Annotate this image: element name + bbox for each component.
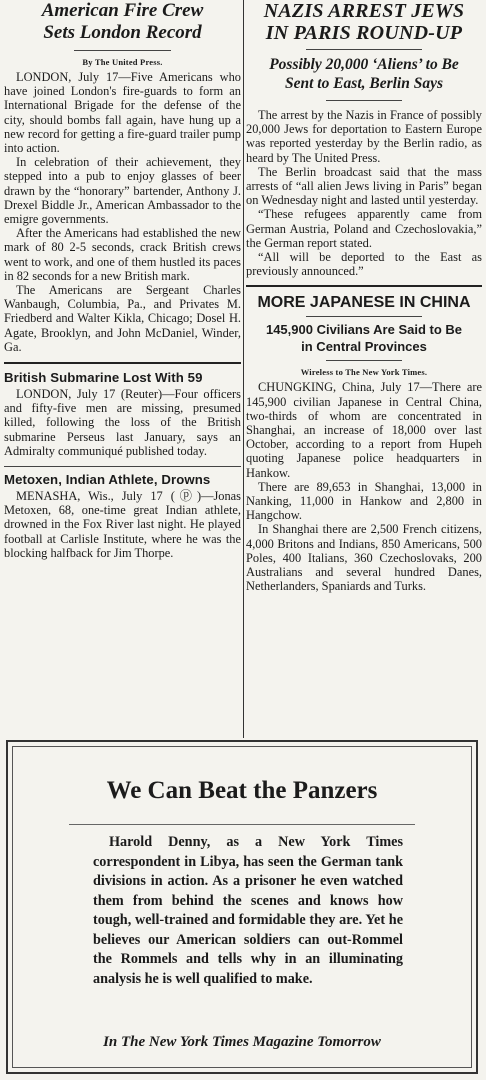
nazis-subhead-2: Sent to East, Berlin Says [284, 75, 444, 92]
fire-crew-paragraph: In celebration of their achievement, they stepped into a pub to enjoy glasses of beer drawn by the “honorary” bartender, Anthony J. Drexel Biddle Jr., American Ambassador to the emigre governments. [4, 155, 241, 227]
metoxen-headline: Metoxen, Indian Athlete, Drowns [4, 472, 211, 488]
japanese-paragraph: In Shanghai there are 2,500 French citizens, 4,000 Britons and Indians, 850 Americans, 500 Poles, 400 Italians, 360 Czechoslovaks, 200 Australians and several hundred Danes, Netherlanders, Spaniards and Turks. [246, 522, 482, 594]
nazis-paragraph: “These refugees apparently came from German Austria, Poland and Czechoslovakia,” the German report stated. [246, 207, 482, 250]
nazis-article [246, 0, 482, 278]
fire-crew-headline-1: American Fire Crew [41, 0, 204, 21]
japanese-subhead-2: in Central Provinces [301, 339, 427, 355]
divider [306, 316, 422, 317]
fire-crew-paragraph: After the Americans had established the new mark of 80 2-5 seconds, crack British crews went to work, and one of them hustled its paces in 82 seconds for a new British mark. [4, 226, 241, 283]
japanese-headline: MORE JAPANESE IN CHINA [257, 294, 471, 312]
nazis-headline-2: IN PARIS ROUND-UP [265, 22, 463, 44]
fire-crew-byline: By The United Press. [82, 57, 163, 67]
divider [246, 285, 482, 287]
japanese-paragraph: There are 89,653 in Shanghai, 13,000 in Nanking, 11,000 in Hankow and 2,800 in Hangchow. [246, 479, 482, 523]
divider [326, 100, 402, 101]
nazis-headline-1: NAZIS ARREST JEWS [263, 0, 465, 22]
fire-crew-headline-2: Sets London Record [43, 22, 202, 43]
divider [4, 362, 241, 364]
japanese-byline: Wireless to The New York Times. [300, 367, 428, 378]
fire-crew-article [4, 0, 241, 354]
ad-text: Harold Denny, as a New York Times correspondent in Libya, has seen the German tank divisions in action. As a prisoner he even watched them from behind the scenes and knows how tough, well-trained and formidable they are. Yet he believes our American soldiers can out-Rommel the Rommels and tells why in an illuminating analysis he is well qualified to make. [93, 834, 403, 987]
nazis-paragraph: “All will be deported to the East as previously announced.” [246, 250, 482, 279]
submarine-article [4, 370, 241, 458]
metoxen-paragraph: MENASHA, Wis., July 17 (ⓟ)—Jonas Metoxen, 68, one-time great Indian athlete, drowned in the Fox River last night. He played football at Carlisle Institute, where he was the blocking halfback for Jim Thorpe. [4, 489, 241, 560]
right-column [246, 0, 482, 593]
japanese-paragraph: CHUNGKING, China, July 17—There are 145,900 civilian Japanese in Central China, two-thirds of whom are concentrated in Shanghai, an increase of 18,000 over last October, according to a report from Hupeh quoting Japanese police headquarters in Hankow. [246, 380, 482, 480]
magazine-ad-inner-border [12, 746, 472, 1068]
japanese-subhead-1: 145,900 Civilians Are Said to Be [265, 322, 463, 338]
fire-crew-paragraph: The Americans are Sergeant Charles Wanbaugh, Columbia, Pa., and Privates M. Friedberd and Walter Kikla, Chicago; Dosel H. Agate, Brooklyn, and John McDaniel, Winder, Ga. [4, 283, 241, 354]
submarine-paragraph: LONDON, July 17 (Reuter)—Four officers and fifty-five men are missing, presumed killed, following the loss of the British submarine Perseus last January, says an Admiralty communiqué published today. [4, 387, 241, 458]
left-column [4, 0, 241, 560]
submarine-headline: British Submarine Lost With 59 [4, 370, 203, 386]
japanese-article [246, 293, 482, 593]
nazis-paragraph: The arrest by the Nazis in France of possibly 20,000 Jews for deportation to Eastern Europe was reported yesterday by the Berlin radio, as heard by The United Press. [246, 108, 482, 165]
divider [4, 466, 241, 467]
metoxen-article [4, 472, 241, 560]
nazis-subhead-1: Possibly 20,000 ‘Aliens’ to Be [269, 56, 459, 73]
ad-footer: In The New York Times Magazine Tomorrow [103, 1034, 381, 1050]
ad-title: We Can Beat the Panzers [106, 777, 378, 804]
nazis-paragraph: The Berlin broadcast said that the mass arrests of “all alien Jews living in Paris” began on Wednesday night and lasted until yesterday. [246, 164, 482, 208]
divider [326, 360, 402, 361]
magazine-ad-box [6, 740, 478, 1074]
column-divider [243, 0, 244, 738]
divider [69, 824, 415, 825]
divider [74, 50, 171, 51]
fire-crew-paragraph: LONDON, July 17—Five Americans who have joined London's fire-guards to form an International Brigade for the defense of the city, should bombs fall again, have hung up a new record for getting a fire-guard trailer pump into action. [4, 70, 241, 156]
divider [306, 49, 422, 50]
